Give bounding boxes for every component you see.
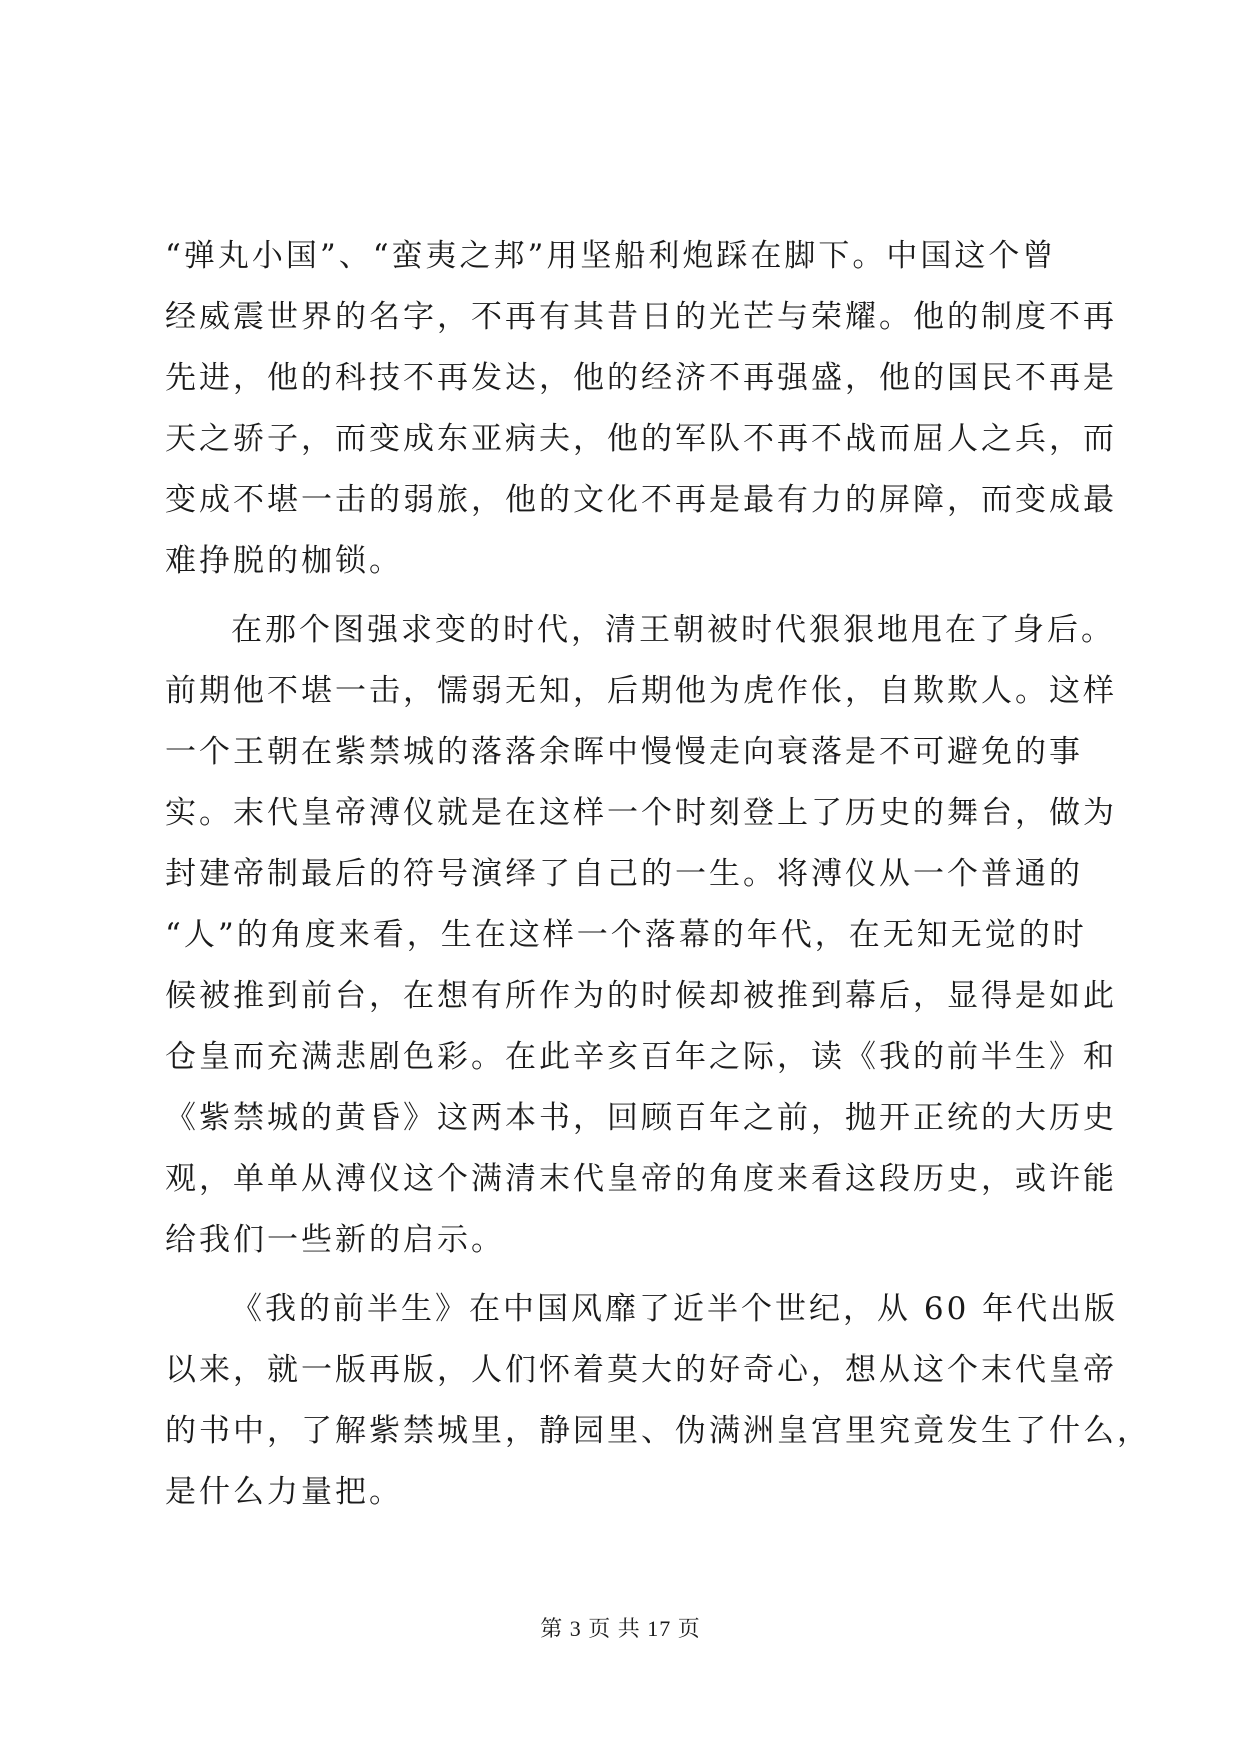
text-line: 天之骄子，而变成东亚病夫，他的军队不再不战而屈人之兵，而 bbox=[165, 421, 1117, 457]
text-line: 在那个图强求变的时代，清王朝被时代狠狠地甩在了身后。 bbox=[231, 612, 1115, 648]
paragraph-1 bbox=[165, 226, 1117, 592]
body-text bbox=[165, 226, 1151, 1523]
text-line: “弹丸小国”、“蛮夷之邦”用坚船利炮踩在脚下。中国这个曾 bbox=[165, 238, 1057, 274]
text-line: “人”的角度来看，生在这样一个落幕的年代，在无知无觉的时 bbox=[165, 917, 1087, 953]
text-line: 先进，他的科技不再发达，他的经济不再强盛，他的国民不再是 bbox=[165, 360, 1117, 396]
text-line: 仓皇而充满悲剧色彩。在此辛亥百年之际，读《我的前半生》和 bbox=[165, 1039, 1117, 1075]
text-line: 的书中，了解紫禁城里，静园里、伪满洲皇宫里究竟发生了什么， bbox=[165, 1413, 1151, 1449]
text-line: 观，单单从溥仪这个满清末代皇帝的角度来看这段历史，或许能 bbox=[165, 1161, 1117, 1197]
text-line: 《我的前半生》在中国风靡了近半个世纪，从 60 年代出版 bbox=[231, 1291, 1119, 1327]
paragraph-3 bbox=[165, 1279, 1151, 1523]
text-line: 实。末代皇帝溥仪就是在这样一个时刻登上了历史的舞台，做为 bbox=[165, 795, 1117, 831]
text-line: 变成不堪一击的弱旅，他的文化不再是最有力的屏障，而变成最 bbox=[165, 482, 1117, 518]
text-line: 封建帝制最后的符号演绎了自己的一生。将溥仪从一个普通的 bbox=[165, 856, 1083, 892]
page-footer bbox=[0, 1612, 1241, 1643]
text-line: 前期他不堪一击，懦弱无知，后期他为虎作伥，自欺欺人。这样 bbox=[165, 673, 1117, 709]
text-line: 难挣脱的枷锁。 bbox=[165, 543, 403, 579]
paragraph-2 bbox=[165, 600, 1117, 1271]
text-line: 给我们一些新的启示。 bbox=[165, 1222, 505, 1258]
text-line: 候被推到前台，在想有所作为的时候却被推到幕后，显得是如此 bbox=[165, 978, 1117, 1014]
text-line: 《紫禁城的黄昏》这两本书，回顾百年之前，抛开正统的大历史 bbox=[165, 1100, 1117, 1136]
text-line: 经威震世界的名字，不再有其昔日的光芒与荣耀。他的制度不再 bbox=[165, 299, 1117, 335]
text-line: 一个王朝在紫禁城的落落余晖中慢慢走向衰落是不可避免的事 bbox=[165, 734, 1083, 770]
text-line: 是什么力量把。 bbox=[165, 1474, 403, 1510]
paragraph-gap bbox=[165, 592, 1085, 600]
paragraph-gap bbox=[165, 1271, 1085, 1279]
page-number-label: 第 3 页 共 17 页 bbox=[540, 1616, 701, 1641]
text-line: 以来，就一版再版，人们怀着莫大的好奇心，想从这个末代皇帝 bbox=[165, 1352, 1117, 1388]
